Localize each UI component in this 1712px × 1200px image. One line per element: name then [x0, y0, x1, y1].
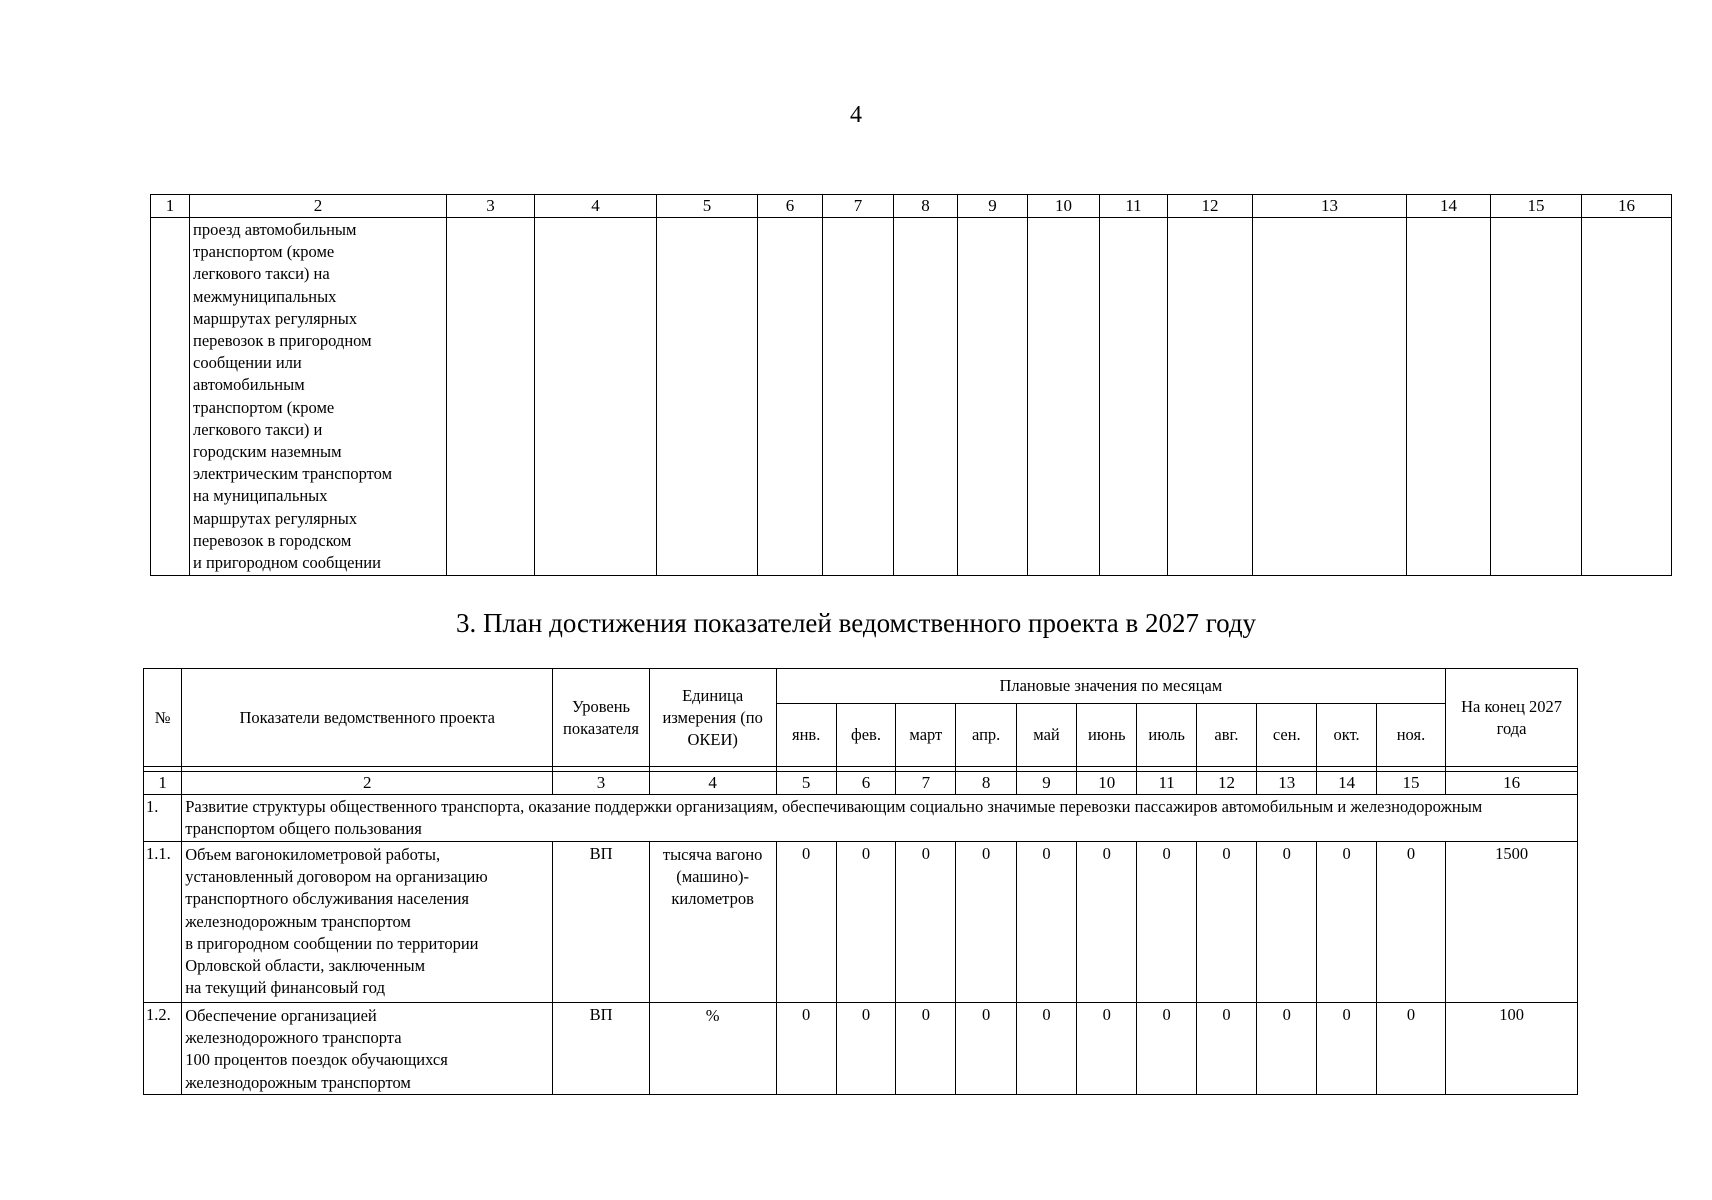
month-header: ноя.: [1376, 704, 1445, 767]
row-month-value: 0: [956, 842, 1016, 1003]
row-month-value: 0: [1016, 842, 1076, 1003]
row-month-value: 0: [896, 1003, 956, 1095]
row-month-value: 0: [1317, 1003, 1376, 1095]
month-header: окт.: [1317, 704, 1376, 767]
column-number: 9: [958, 195, 1028, 218]
column-number: 10: [1077, 772, 1137, 795]
header-level: Уровень показателя: [553, 669, 650, 767]
column-number: 13: [1257, 772, 1317, 795]
column-number: 9: [1016, 772, 1076, 795]
row-number: 1.2.: [144, 1003, 182, 1095]
continuation-row: [151, 218, 1672, 576]
header-number: №: [144, 669, 182, 767]
column-number: 13: [1253, 195, 1407, 218]
month-header: фев.: [836, 704, 895, 767]
row-number: 1.1.: [144, 842, 182, 1003]
continuation-text: проезд автомобильным транспортом (кроме легкового такси) на межмуниципальных маршрутах регулярных перевозок в пригородном сообщении или автомобильным транспортом (кроме легкового такси) и городским наземным электрическим транспортом на муниципальных маршрутах регулярных перевозок в городском и пригородном сообщении: [190, 218, 447, 576]
page-number: 4: [850, 102, 862, 128]
month-header: авг.: [1196, 704, 1256, 767]
row-month-value: 0: [1317, 842, 1376, 1003]
column-number: 8: [956, 772, 1016, 795]
column-number: 2: [190, 195, 447, 218]
column-number: 10: [1028, 195, 1100, 218]
row-unit: %: [649, 1003, 776, 1095]
row-month-value: 0: [896, 842, 956, 1003]
column-number: 7: [896, 772, 956, 795]
month-header: сен.: [1257, 704, 1317, 767]
row-month-value: 0: [776, 1003, 836, 1095]
column-number: 15: [1491, 195, 1582, 218]
column-number: 14: [1407, 195, 1491, 218]
row-month-value: 0: [776, 842, 836, 1003]
column-number: 16: [1582, 195, 1672, 218]
column-number: 5: [776, 772, 836, 795]
column-number: 7: [823, 195, 894, 218]
column-number: 4: [535, 195, 657, 218]
row-month-value: 0: [836, 1003, 895, 1095]
row-year-end-value: 1500: [1446, 842, 1578, 1003]
row-month-value: 0: [1376, 842, 1445, 1003]
column-number: 14: [1317, 772, 1376, 795]
month-header: март: [896, 704, 956, 767]
section-number: 1.: [144, 795, 182, 842]
row-month-value: 0: [1137, 842, 1196, 1003]
column-number: 5: [657, 195, 758, 218]
row-month-value: 0: [956, 1003, 1016, 1095]
table-row: [144, 1003, 1578, 1095]
column-number-row: [144, 772, 1578, 795]
column-number: 11: [1100, 195, 1168, 218]
row-unit: тысяча вагоно (машино)- километров: [649, 842, 776, 1003]
row-month-value: 0: [1016, 1003, 1076, 1095]
column-number: 6: [758, 195, 823, 218]
row-level: ВП: [553, 842, 650, 1003]
section-title: 3. План достижения показателей ведомственного проекта в 2027 году: [455, 608, 1257, 638]
header-monthly-group: Плановые значения по месяцам: [776, 669, 1446, 704]
row-month-value: 0: [836, 842, 895, 1003]
column-number: 2: [182, 772, 553, 795]
row-month-value: 0: [1376, 1003, 1445, 1095]
column-number: 11: [1137, 772, 1196, 795]
table-row: [144, 842, 1578, 1003]
column-number: 12: [1168, 195, 1253, 218]
column-number: 8: [894, 195, 958, 218]
header-row: [144, 669, 1578, 704]
month-header: янв.: [776, 704, 836, 767]
row-month-value: 0: [1257, 842, 1317, 1003]
column-number: 1: [151, 195, 190, 218]
column-number: 15: [1376, 772, 1445, 795]
row-month-value: 0: [1257, 1003, 1317, 1095]
row-month-value: 0: [1137, 1003, 1196, 1095]
month-header: июль: [1137, 704, 1196, 767]
row-level: ВП: [553, 1003, 650, 1095]
header-indicator: Показатели ведомственного проекта: [182, 669, 553, 767]
row-month-value: 0: [1077, 842, 1137, 1003]
row-indicator: Объем вагонокилометровой работы, установленный договором на организацию транспортного обслуживания населения железнодорожным транспортом в пригородном сообщении по территории Орловской области, заключенным на текущий финансовый год: [182, 842, 553, 1003]
month-header: июнь: [1077, 704, 1137, 767]
column-number: 12: [1196, 772, 1256, 795]
section-row: [144, 795, 1578, 842]
row-month-value: 0: [1077, 1003, 1137, 1095]
column-number: 3: [447, 195, 535, 218]
row-year-end-value: 100: [1446, 1003, 1578, 1095]
section-text: Развитие структуры общественного транспорта, оказание поддержки организациям, обеспечивающим социально значимые перевозки пассажиров автомобильным и железнодорожным транспортом общего пользования: [182, 795, 1578, 842]
row-indicator: Обеспечение организацией железнодорожного транспорта 100 процентов поездок обучающихся железнодорожным транспортом: [182, 1003, 553, 1095]
header-year-end: На конец 2027 года: [1446, 669, 1578, 767]
row-month-value: 0: [1196, 842, 1256, 1003]
continuation-table: [150, 194, 1672, 576]
column-number: 1: [144, 772, 182, 795]
plan-table: [143, 668, 1578, 1095]
row-month-value: 0: [1196, 1003, 1256, 1095]
month-header: май: [1016, 704, 1076, 767]
column-number-row: [151, 195, 1672, 218]
header-unit: Единица измерения (по ОКЕИ): [649, 669, 776, 767]
column-number: 3: [553, 772, 650, 795]
column-number: 6: [836, 772, 895, 795]
column-number: 4: [649, 772, 776, 795]
month-header: апр.: [956, 704, 1016, 767]
column-number: 16: [1446, 772, 1578, 795]
